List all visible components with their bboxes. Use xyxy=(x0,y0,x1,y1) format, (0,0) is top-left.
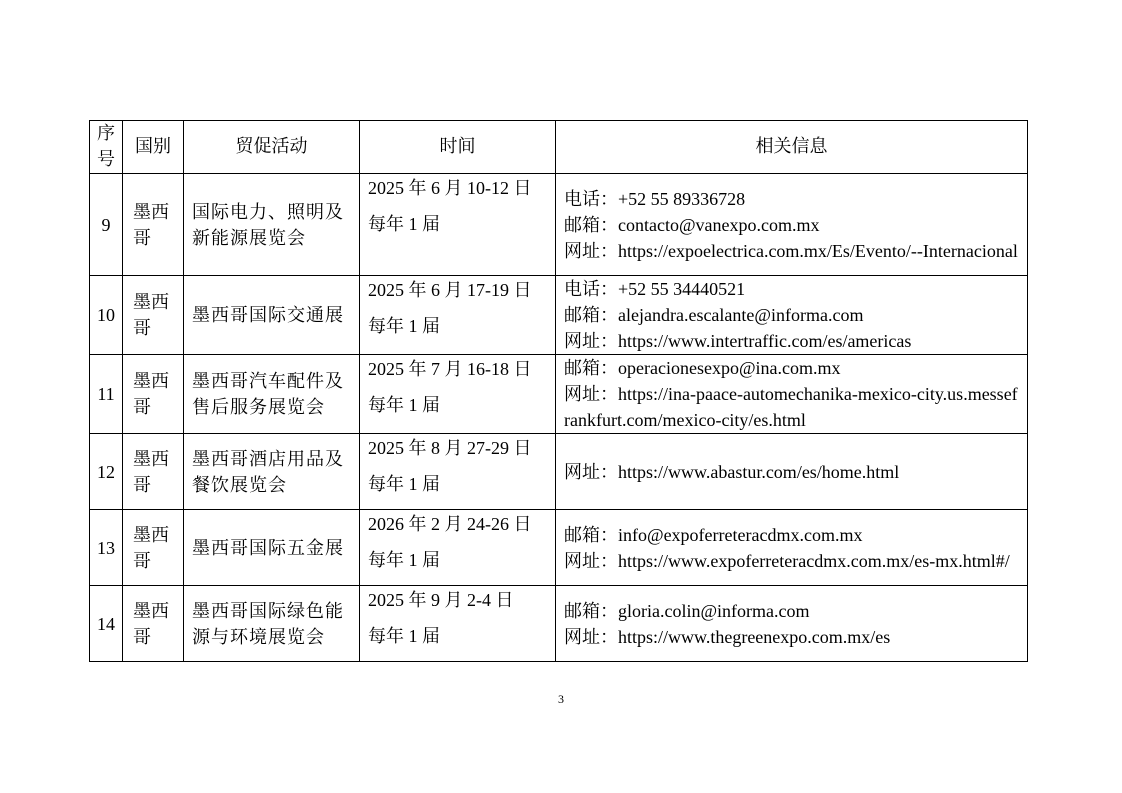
event-date: 2025 年 9 月 2-4 日 xyxy=(368,590,514,610)
header-country: 国别 xyxy=(123,121,184,174)
header-no: 序号 xyxy=(90,121,123,174)
page-number: 3 xyxy=(558,692,564,706)
table-header-row xyxy=(90,121,1028,174)
activity-text: 墨西哥汽车配件及售后服务展览会 xyxy=(192,371,344,417)
contact-line: 电话：+52 55 89336728 xyxy=(564,188,746,209)
country-text: 墨西哥 xyxy=(133,448,169,495)
contact-line: 邮箱：operacionesexpo@ina.com.mx xyxy=(564,358,841,378)
row-info xyxy=(556,174,1028,276)
country-text: 墨西哥 xyxy=(133,600,169,647)
event-frequency: 每年 1 届 xyxy=(368,474,440,494)
activity-text: 墨西哥酒店用品及餐饮展览会 xyxy=(192,448,344,495)
row-number: 13 xyxy=(90,510,123,586)
contact-line: 网址：https://ina-paace-automechanika-mexico-city.us.messefrankfurt.com/mexico-city/es.html xyxy=(564,384,1018,430)
activity-text: 墨西哥国际交通展 xyxy=(192,305,344,325)
event-frequency: 每年 1 届 xyxy=(368,395,440,415)
row-info xyxy=(556,586,1028,662)
row-activity xyxy=(184,276,360,355)
row-country xyxy=(123,276,184,355)
event-frequency: 每年 1 届 xyxy=(368,550,440,570)
row-number: 10 xyxy=(90,276,123,355)
row-country xyxy=(123,586,184,662)
row-time xyxy=(360,355,556,434)
row-country xyxy=(123,434,184,510)
row-info xyxy=(556,510,1028,586)
row-info xyxy=(556,355,1028,434)
country-text: 墨西哥 xyxy=(133,371,169,417)
event-date: 2025 年 6 月 17-19 日 xyxy=(368,280,532,300)
row-activity xyxy=(184,510,360,586)
activity-text: 墨西哥国际五金展 xyxy=(192,537,344,558)
country-text: 墨西哥 xyxy=(133,292,169,338)
table-body xyxy=(90,174,1028,662)
activity-text: 国际电力、照明及新能源展览会 xyxy=(192,201,344,248)
row-activity xyxy=(184,174,360,276)
event-frequency: 每年 1 届 xyxy=(368,214,440,234)
contact-line: 电话：+52 55 34440521 xyxy=(564,279,746,299)
header-info: 相关信息 xyxy=(556,121,1028,174)
table-row xyxy=(90,355,1028,434)
event-date: 2025 年 6 月 10-12 日 xyxy=(368,178,532,198)
event-frequency: 每年 1 届 xyxy=(368,316,440,336)
country-text: 墨西哥 xyxy=(133,524,169,571)
contact-line: 邮箱：contacto@vanexpo.com.mx xyxy=(564,214,820,235)
row-activity xyxy=(184,434,360,510)
row-time xyxy=(360,276,556,355)
row-activity xyxy=(184,586,360,662)
row-country xyxy=(123,174,184,276)
row-time xyxy=(360,586,556,662)
table-row xyxy=(90,174,1028,276)
row-time xyxy=(360,510,556,586)
contact-line: 网址：https://www.abastur.com/es/home.html xyxy=(564,461,900,482)
row-time xyxy=(360,434,556,510)
row-number: 12 xyxy=(90,434,123,510)
row-activity xyxy=(184,355,360,434)
event-date: 2025 年 7 月 16-18 日 xyxy=(368,359,532,379)
row-info xyxy=(556,434,1028,510)
contact-line: 邮箱：info@expoferreteracdmx.com.mx xyxy=(564,524,863,545)
event-date: 2025 年 8 月 27-29 日 xyxy=(368,438,532,458)
trade-events-table xyxy=(89,120,1028,662)
table-row xyxy=(90,276,1028,355)
contact-line: 邮箱：alejandra.escalante@informa.com xyxy=(564,305,864,325)
header-activity: 贸促活动 xyxy=(184,121,360,174)
table-row xyxy=(90,434,1028,510)
contact-line: 网址：https://www.thegreenexpo.com.mx/es xyxy=(564,626,891,647)
contact-line: 邮箱：gloria.colin@informa.com xyxy=(564,600,810,621)
activity-text: 墨西哥国际绿色能源与环境展览会 xyxy=(192,600,344,647)
contact-line: 网址：https://www.intertraffic.com/es/americas xyxy=(564,331,912,351)
event-frequency: 每年 1 届 xyxy=(368,626,440,646)
contact-line: 网址：https://www.expoferreteracdmx.com.mx/es-mx.html#/ xyxy=(564,550,1010,571)
table-row xyxy=(90,510,1028,586)
row-number: 9 xyxy=(90,174,123,276)
row-time xyxy=(360,174,556,276)
contact-line: 网址：https://expoelectrica.com.mx/Es/Evento/--Internacional xyxy=(564,240,1018,261)
country-text: 墨西哥 xyxy=(133,201,169,248)
row-number: 11 xyxy=(90,355,123,434)
table-row xyxy=(90,586,1028,662)
row-info xyxy=(556,276,1028,355)
row-country xyxy=(123,510,184,586)
header-time: 时间 xyxy=(360,121,556,174)
event-date: 2026 年 2 月 24-26 日 xyxy=(368,514,532,534)
row-country xyxy=(123,355,184,434)
row-number: 14 xyxy=(90,586,123,662)
